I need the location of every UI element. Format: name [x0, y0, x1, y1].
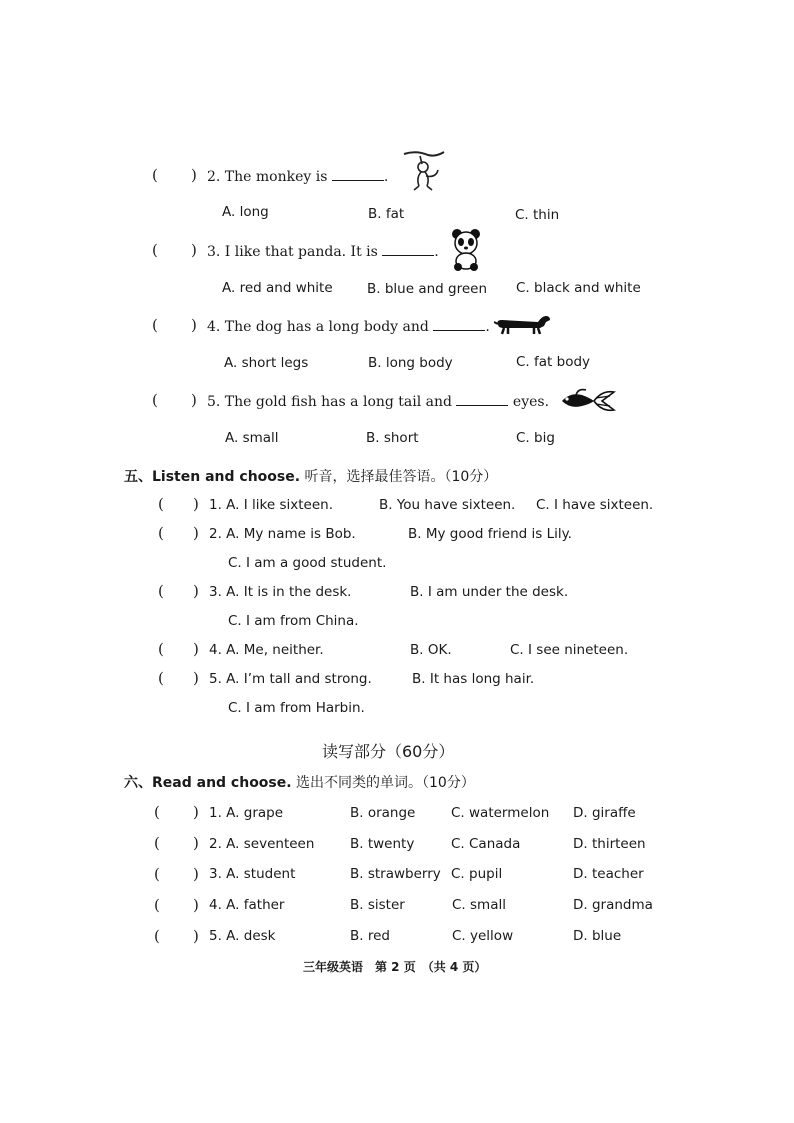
word-row-3-c: C. pupil: [451, 866, 503, 882]
listen-item-3-b: B. I am under the desk.: [410, 584, 569, 600]
monkey-picture: [402, 148, 446, 192]
listen-item-4-b: B. OK.: [410, 642, 452, 658]
answer-paren-close: ): [193, 524, 199, 542]
answer-paren-close: ): [193, 834, 199, 852]
answer-paren-close: ): [191, 391, 197, 409]
word-row-5-c: C. yellow: [452, 928, 514, 944]
section-six-heading: 六、Read and choose. 选出不同类的单词。（10分）: [124, 775, 475, 791]
option-a: A. short legs: [224, 355, 309, 371]
answer-paren: (: [152, 241, 158, 259]
listen-item-5-a: 5. A. I’m tall and strong.: [209, 671, 372, 687]
goldfish-picture: [556, 386, 616, 416]
answer-paren: (: [158, 640, 164, 658]
answer-paren: (: [152, 166, 158, 184]
answer-paren: (: [154, 865, 160, 883]
answer-paren: (: [158, 495, 164, 513]
option-b: B. fat: [368, 206, 405, 222]
listen-item-3-c: C. I am from China.: [228, 613, 359, 629]
answer-paren: (: [158, 669, 164, 687]
listen-item-2-b: B. My good friend is Lily.: [408, 526, 572, 542]
answer-paren-close: ): [193, 640, 199, 658]
answer-paren-close: ): [193, 896, 199, 914]
listen-item-5-c: C. I am from Harbin.: [228, 700, 365, 716]
word-row-2-d: D. thirteen: [573, 836, 646, 852]
word-row-4-c: C. small: [452, 897, 506, 913]
word-row-5-a: 5. A. desk: [209, 928, 276, 944]
word-row-3-a: 3. A. student: [209, 866, 296, 882]
reading-writing-part-title: 读写部分（60分）: [322, 742, 455, 761]
answer-paren: (: [154, 896, 160, 914]
word-row-5-b: B. red: [350, 928, 390, 944]
option-c: C. big: [516, 430, 555, 446]
option-c: C. fat body: [516, 354, 591, 370]
option-b: B. blue and green: [367, 281, 487, 297]
panda-picture: [449, 228, 483, 272]
answer-paren-close: ): [191, 316, 197, 334]
option-b: B. short: [366, 430, 419, 446]
question-text: 2. The monkey is .: [207, 166, 388, 186]
word-row-2-c: C. Canada: [451, 836, 521, 852]
listen-item-3-a: 3. A. It is in the desk.: [209, 584, 352, 600]
answer-paren-close: ): [191, 241, 197, 259]
listen-item-2-c: C. I am a good student.: [228, 555, 387, 571]
option-a: A. long: [222, 204, 269, 220]
word-row-4-d: D. grandma: [573, 897, 653, 913]
option-a: A. small: [225, 430, 279, 446]
answer-paren-close: ): [193, 582, 199, 600]
listen-item-1-c: C. I have sixteen.: [536, 497, 654, 513]
listen-item-1-b: B. You have sixteen.: [379, 497, 516, 513]
answer-paren: (: [154, 803, 160, 821]
answer-paren: (: [152, 316, 158, 334]
word-row-1-c: C. watermelon: [451, 805, 550, 821]
answer-paren-close: ): [193, 669, 199, 687]
word-row-3-b: B. strawberry: [350, 866, 441, 882]
page-footer: 三年级英语 第 2 页 （共 4 页）: [303, 960, 487, 974]
answer-paren: (: [152, 391, 158, 409]
section-five-heading: 五、Listen and choose. 听音，选择最佳答语。（10分）: [124, 469, 498, 485]
answer-paren-close: ): [193, 865, 199, 883]
word-row-1-d: D. giraffe: [573, 805, 636, 821]
word-row-1-b: B. orange: [350, 805, 416, 821]
listen-item-4-c: C. I see nineteen.: [510, 642, 629, 658]
option-a: A. red and white: [222, 280, 333, 296]
word-row-4-b: B. sister: [350, 897, 405, 913]
listen-item-4-a: 4. A. Me, neither.: [209, 642, 324, 658]
word-row-4-a: 4. A. father: [209, 897, 285, 913]
question-text: 4. The dog has a long body and .: [207, 316, 490, 336]
listen-item-5-b: B. It has long hair.: [412, 671, 535, 687]
answer-paren: (: [154, 834, 160, 852]
answer-paren: (: [154, 927, 160, 945]
word-row-1-a: 1. A. grape: [209, 805, 284, 821]
question-text: 5. The gold fish has a long tail and eyes.: [207, 391, 549, 411]
option-c: C. black and white: [516, 280, 641, 296]
listen-item-1-a: 1. A. I like sixteen.: [209, 497, 333, 513]
answer-paren: (: [158, 582, 164, 600]
answer-paren-close: ): [193, 495, 199, 513]
question-text: 3. I like that panda. It is .: [207, 241, 439, 261]
listen-item-2-a: 2. A. My name is Bob.: [209, 526, 356, 542]
word-row-2-a: 2. A. seventeen: [209, 836, 315, 852]
option-c: C. thin: [515, 207, 560, 223]
answer-paren-close: ): [191, 166, 197, 184]
word-row-5-d: D. blue: [573, 928, 622, 944]
answer-paren: (: [158, 524, 164, 542]
word-row-3-d: D. teacher: [573, 866, 644, 882]
word-row-2-b: B. twenty: [350, 836, 415, 852]
answer-paren-close: ): [193, 927, 199, 945]
answer-paren-close: ): [193, 803, 199, 821]
option-b: B. long body: [368, 355, 453, 371]
dachshund-picture: [494, 310, 552, 338]
